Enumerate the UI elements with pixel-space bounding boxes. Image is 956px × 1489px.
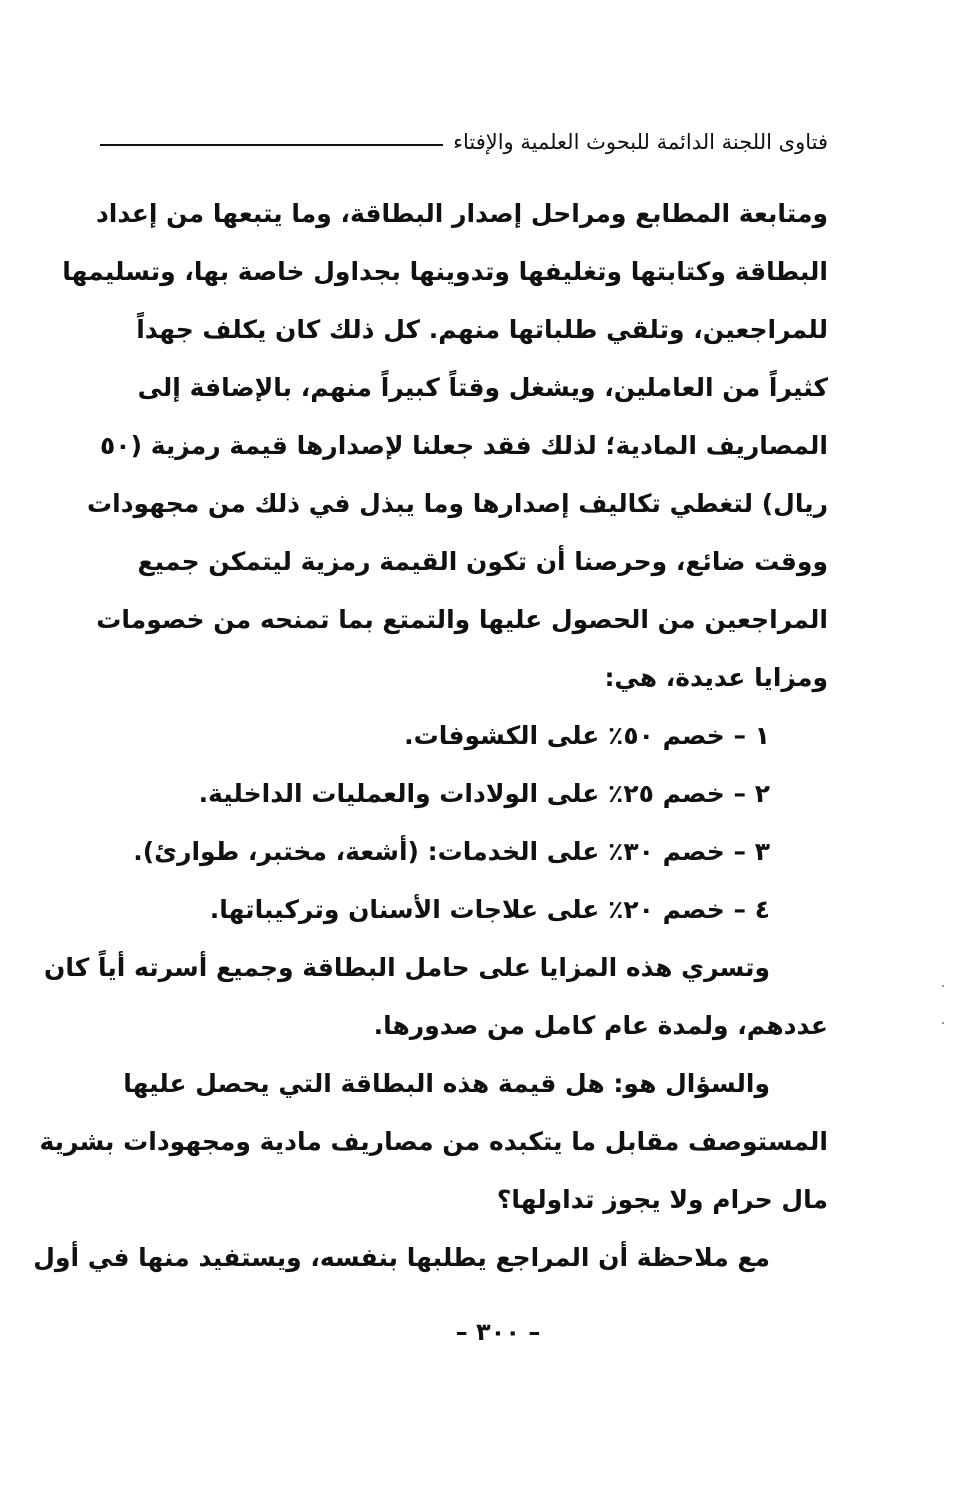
- text-line: ريال) لتغطي تكاليف إصدارها وما يبذل في ذلك من مجهودات: [87, 489, 828, 518]
- text-line: المستوصف مقابل ما يتكبده من مصاريف مادية ومجهودات بشرية: [39, 1127, 828, 1156]
- text-line: المصاريف المادية؛ لذلك فقد جعلنا لإصدارها قيمة رمزية (٥٠: [100, 431, 828, 460]
- text-line: مال حرام ولا يجوز تداولها؟: [496, 1185, 828, 1214]
- header-title: فتاوى اللجنة الدائمة للبحوث العلمية والإفتاء: [453, 130, 828, 154]
- header-rule: [100, 144, 443, 146]
- text-line: ومزايا عديدة، هي:: [604, 663, 828, 692]
- discount-list-item: ٣ – خصم ٣٠٪ على الخدمات: (أشعة، مختبر، طوارئ).: [133, 837, 770, 866]
- text-line: والسؤال هو: هل قيمة هذه البطاقة التي يحصل عليها: [123, 1069, 770, 1098]
- text-line: للمراجعين، وتلقي طلباتها منهم. كل ذلك كان يكلف جهداً: [136, 315, 828, 344]
- text-line: مع ملاحظة أن المراجع يطلبها بنفسه، ويستفيد منها في أول: [33, 1243, 770, 1272]
- running-header: [100, 122, 828, 162]
- text-line: وتسري هذه المزايا على حامل البطاقة وجميع أسرته أياً كان: [44, 953, 770, 982]
- text-line: المراجعين من الحصول عليها والتمتع بما تمنحه من خصومات: [96, 605, 828, 634]
- discount-list-item: ٤ – خصم ٢٠٪ على علاجات الأسنان وتركيباتها.: [209, 895, 770, 924]
- text-line: ووقت ضائع، وحرصنا أن تكون القيمة رمزية ليتمكن جميع: [137, 547, 828, 576]
- discount-list-item: ١ – خصم ٥٠٪ على الكشوفات.: [404, 721, 770, 750]
- text-line: ومتابعة المطابع ومراحل إصدار البطاقة، وما يتبعها من إعداد: [95, 199, 828, 228]
- text-line: البطاقة وكتابتها وتغليفها وتدوينها بجداول خاصة بها، وتسليمها: [62, 257, 828, 286]
- discount-list-item: ٢ – خصم ٢٥٪ على الولادات والعمليات الداخلية.: [198, 779, 770, 808]
- body-text: [33, 185, 828, 1287]
- text-line: كثيراً من العاملين، ويشغل وقتاً كبيراً منهم، بالإضافة إلى: [137, 373, 828, 402]
- page-number: – ٣٠٠ –: [455, 1318, 541, 1346]
- text-line: عددهم، ولمدة عام كامل من صدورها.: [373, 1011, 828, 1040]
- scan-speck: [942, 1022, 944, 1024]
- scan-speck: [942, 985, 944, 987]
